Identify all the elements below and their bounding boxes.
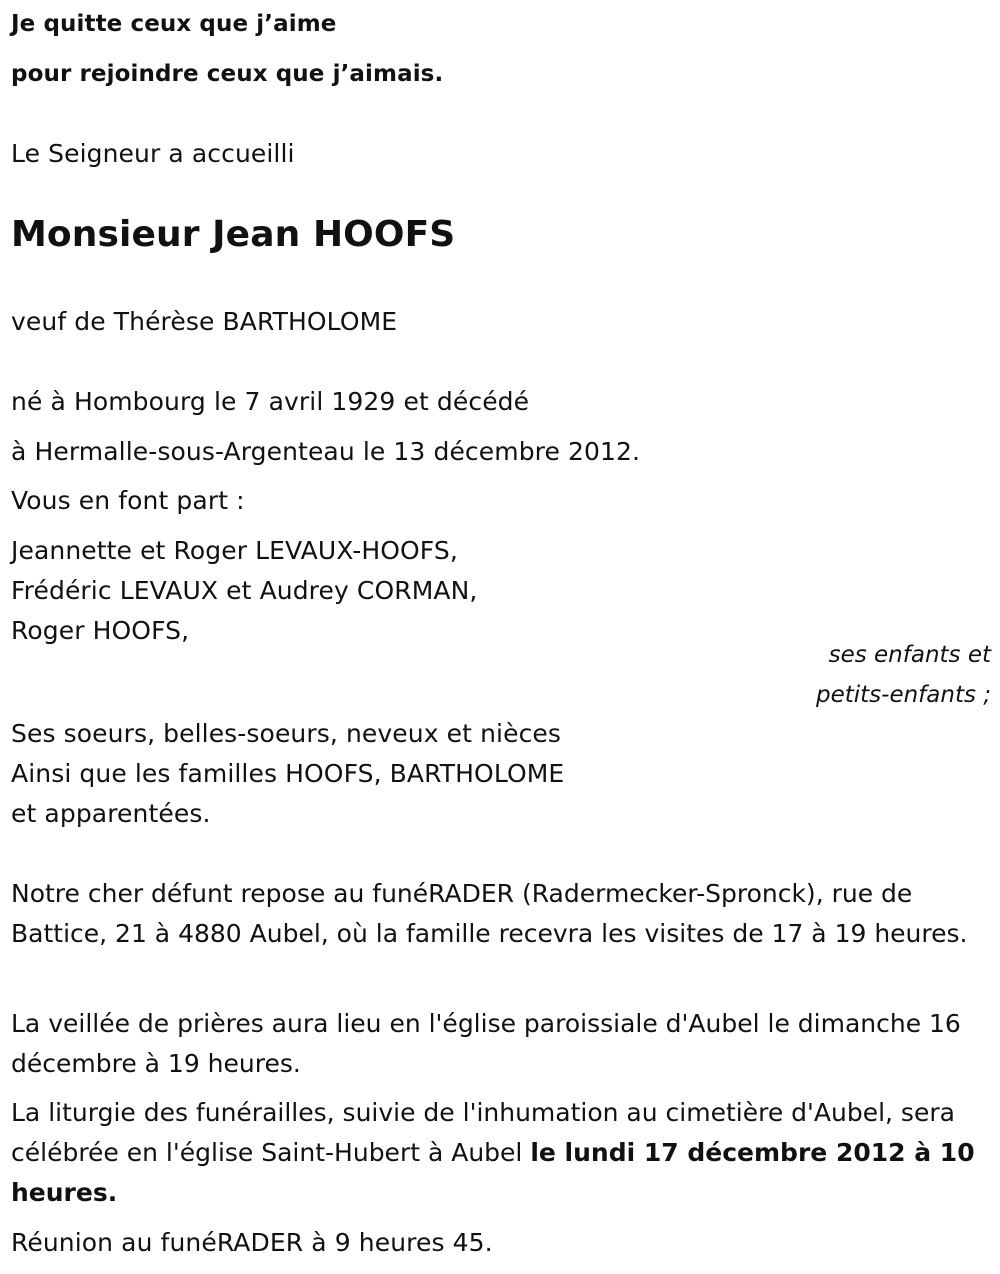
deceased-name: Monsieur Jean HOOFS [11, 214, 456, 255]
funeral-paragraph [11, 1093, 996, 1213]
birth-death-line-2: à Hermalle-sous-Argenteau le 13 décembre 2012. [11, 437, 641, 466]
children-role-line-1: ses enfants et [828, 642, 991, 668]
family-other-2: Ainsi que les familles HOOFS, BARTHOLOME [11, 759, 565, 788]
widow-of: veuf de Thérèse BARTHOLOME [11, 307, 398, 336]
funeral-date: le lundi 17 décembre 2012 à 10 heures. [11, 1138, 975, 1207]
meeting-text: Réunion au funéRADER à 9 heures 45. [11, 1228, 493, 1257]
family-other-1: Ses soeurs, belles-soeurs, neveux et nièces [11, 719, 562, 748]
verse-line-2: pour rejoindre ceux que j’aimais. [11, 61, 444, 87]
birth-death-line-1: né à Hombourg le 7 avril 1929 et décédé [11, 387, 530, 416]
family-other-3: et apparentées. [11, 799, 211, 828]
family-child-2: Frédéric LEVAUX et Audrey CORMAN, [11, 576, 478, 605]
children-role-line-2: petits-enfants ; [815, 682, 991, 708]
verse-line-1: Je quitte ceux que j’aime [11, 11, 337, 37]
intro-text: Le Seigneur a accueilli [11, 139, 295, 168]
funeral-text: La liturgie des funérailles, suivie de l'inhumation au cimetière d'Aubel, sera célébrée en l'église Saint-Hubert à Aubel [11, 1098, 955, 1167]
repose-paragraph: Notre cher défunt repose au funéRADER (Radermecker-Spronck), rue de Battice, 21 à 4880 Aubel, où la famille recevra les visites de 17 à 19 heures. [11, 879, 968, 948]
announce-text: Vous en font part : [11, 486, 245, 515]
family-child-1: Jeannette et Roger LEVAUX-HOOFS, [11, 536, 458, 565]
vigil-paragraph: La veillée de prières aura lieu en l'église paroissiale d'Aubel le dimanche 16 décembre à 19 heures. [11, 1009, 961, 1078]
family-child-3: Roger HOOFS, [11, 616, 190, 645]
